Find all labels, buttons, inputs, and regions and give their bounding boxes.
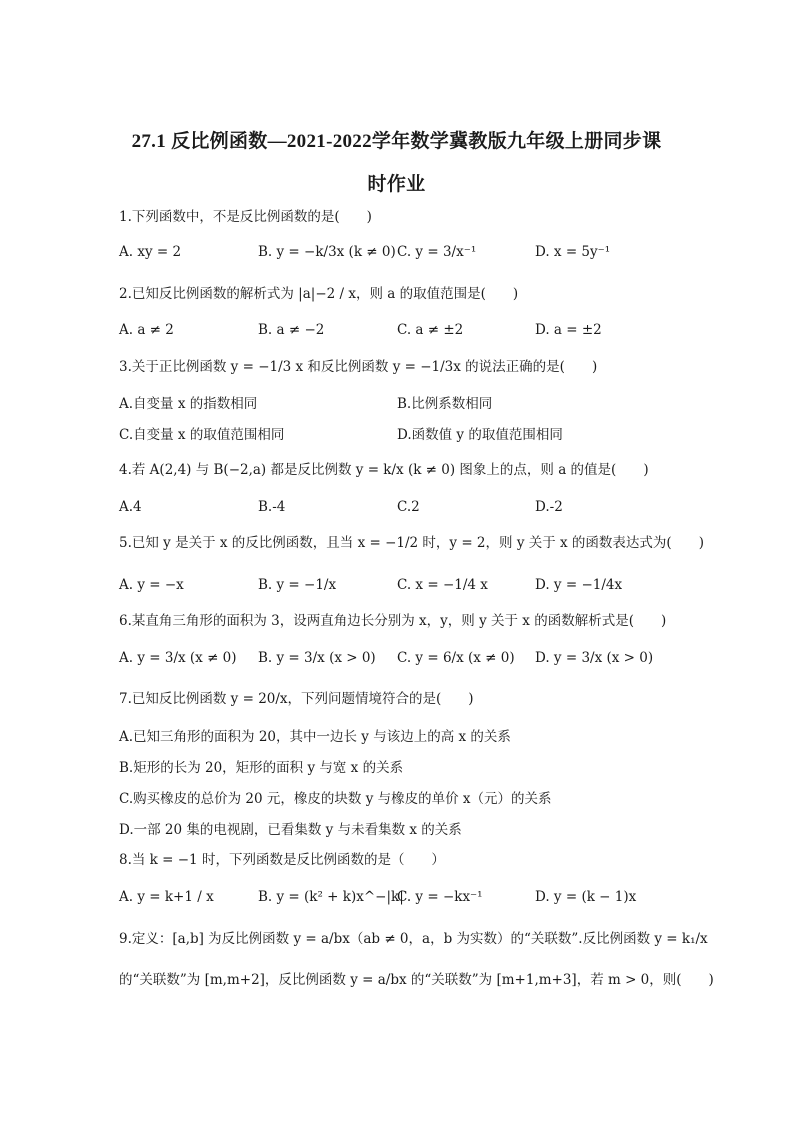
q1-option-c: C. y = 3/x⁻¹: [397, 244, 477, 260]
q5-option-b: B. y = −1/x: [258, 577, 337, 593]
q1-option-b: B. y = −k/3x (k ≠ 0): [258, 244, 396, 260]
q7-option-c: C.购买橡皮的总价为 20 元，橡皮的块数 y 与橡皮的单价 x（元）的关系: [119, 791, 552, 807]
question-9-stem-line2: 的“关联数”为 [m,m+2]，反比例函数 y = a/bx 的“关联数”为 [m+1,m+3]，若 m > 0，则( ): [119, 972, 714, 988]
q4-option-a: A.4: [119, 499, 142, 515]
question-7-stem: 7.已知反比例函数 y = 20/x，下列问题情境符合的是( ): [119, 691, 474, 707]
q3-option-b: B.比例系数相同: [397, 396, 493, 412]
question-4-stem: 4.若 A(2,4) 与 B(−2,a) 都是反比例数 y = k/x (k ≠ 0) 图象上的点，则 a 的值是( ): [119, 462, 649, 478]
q7-option-d: D.一部 20 集的电视剧，已看集数 y 与未看集数 x 的关系: [119, 822, 462, 838]
q2-option-a: A. a ≠ 2: [119, 322, 174, 338]
question-9-stem: 9.定义：[a,b] 为反比例函数 y = a/bx（ab ≠ 0，a，b 为实数）的“关联数”.反比例函数 y = k₁/x: [119, 931, 708, 947]
q6-option-d: D. y = 3/x (x > 0): [535, 650, 654, 666]
q4-option-d: D.-2: [535, 499, 563, 515]
q7-option-a: A.已知三角形的面积为 20，其中一边长 y 与该边上的高 x 的关系: [119, 729, 511, 745]
question-3-stem: 3.关于正比例函数 y = −1/3 x 和反比例函数 y = −1/3x 的说法正确的是( ): [119, 359, 598, 375]
q6-option-c: C. y = 6/x (x ≠ 0): [397, 650, 515, 666]
question-5-stem: 5.已知 y 是关于 x 的反比例函数，且当 x = −1/2 时，y = 2，则 y 关于 x 的函数表达式为( ): [119, 535, 704, 551]
q6-option-b: B. y = 3/x (x > 0): [258, 650, 376, 666]
q4-option-b: B.-4: [258, 499, 286, 515]
q1-option-a: A. xy = 2: [119, 244, 182, 260]
document-title-line1: 27.1 反比例函数—2021-2022学年数学冀教版九年级上册同步课: [131, 131, 662, 152]
q3-option-c: C.自变量 x 的取值范围相同: [119, 427, 285, 443]
q7-option-b: B.矩形的长为 20，矩形的面积 y 与宽 x 的关系: [119, 760, 404, 776]
q3-option-a: A.自变量 x 的指数相同: [119, 396, 258, 412]
question-1-stem: 1.下列函数中，不是反比例函数的是( ): [119, 209, 372, 225]
question-2-stem: 2.已知反比例函数的解析式为 |a|−2 / x，则 a 的取值范围是( ): [119, 286, 519, 302]
q4-option-c: C.2: [397, 499, 420, 515]
q8-option-b: B. y = (k² + k)x^−|k|: [258, 889, 404, 905]
q6-option-a: A. y = 3/x (x ≠ 0): [119, 650, 237, 666]
q8-option-a: A. y = k+1 / x: [119, 889, 214, 905]
q8-option-c: C. y = −kx⁻¹: [397, 889, 483, 905]
q2-option-b: B. a ≠ −2: [258, 322, 325, 338]
q1-option-d: D. x = 5y⁻¹: [535, 244, 611, 260]
document-title-line2: 时作业: [367, 174, 426, 195]
q5-option-a: A. y = −x: [119, 577, 184, 593]
q2-option-d: D. a = ±2: [535, 322, 602, 338]
question-8-stem: 8.当 k = −1 时，下列函数是反比例函数的是（ ）: [119, 852, 445, 868]
q5-option-c: C. x = −1/4 x: [397, 577, 488, 593]
q5-option-d: D. y = −1/4x: [535, 577, 623, 593]
q8-option-d: D. y = (k − 1)x: [535, 889, 637, 905]
q2-option-c: C. a ≠ ±2: [397, 322, 464, 338]
q3-option-d: D.函数值 y 的取值范围相同: [397, 427, 563, 443]
question-6-stem: 6.某直角三角形的面积为 3，设两直角边长分别为 x，y，则 y 关于 x 的函数解析式是( ): [119, 613, 667, 629]
